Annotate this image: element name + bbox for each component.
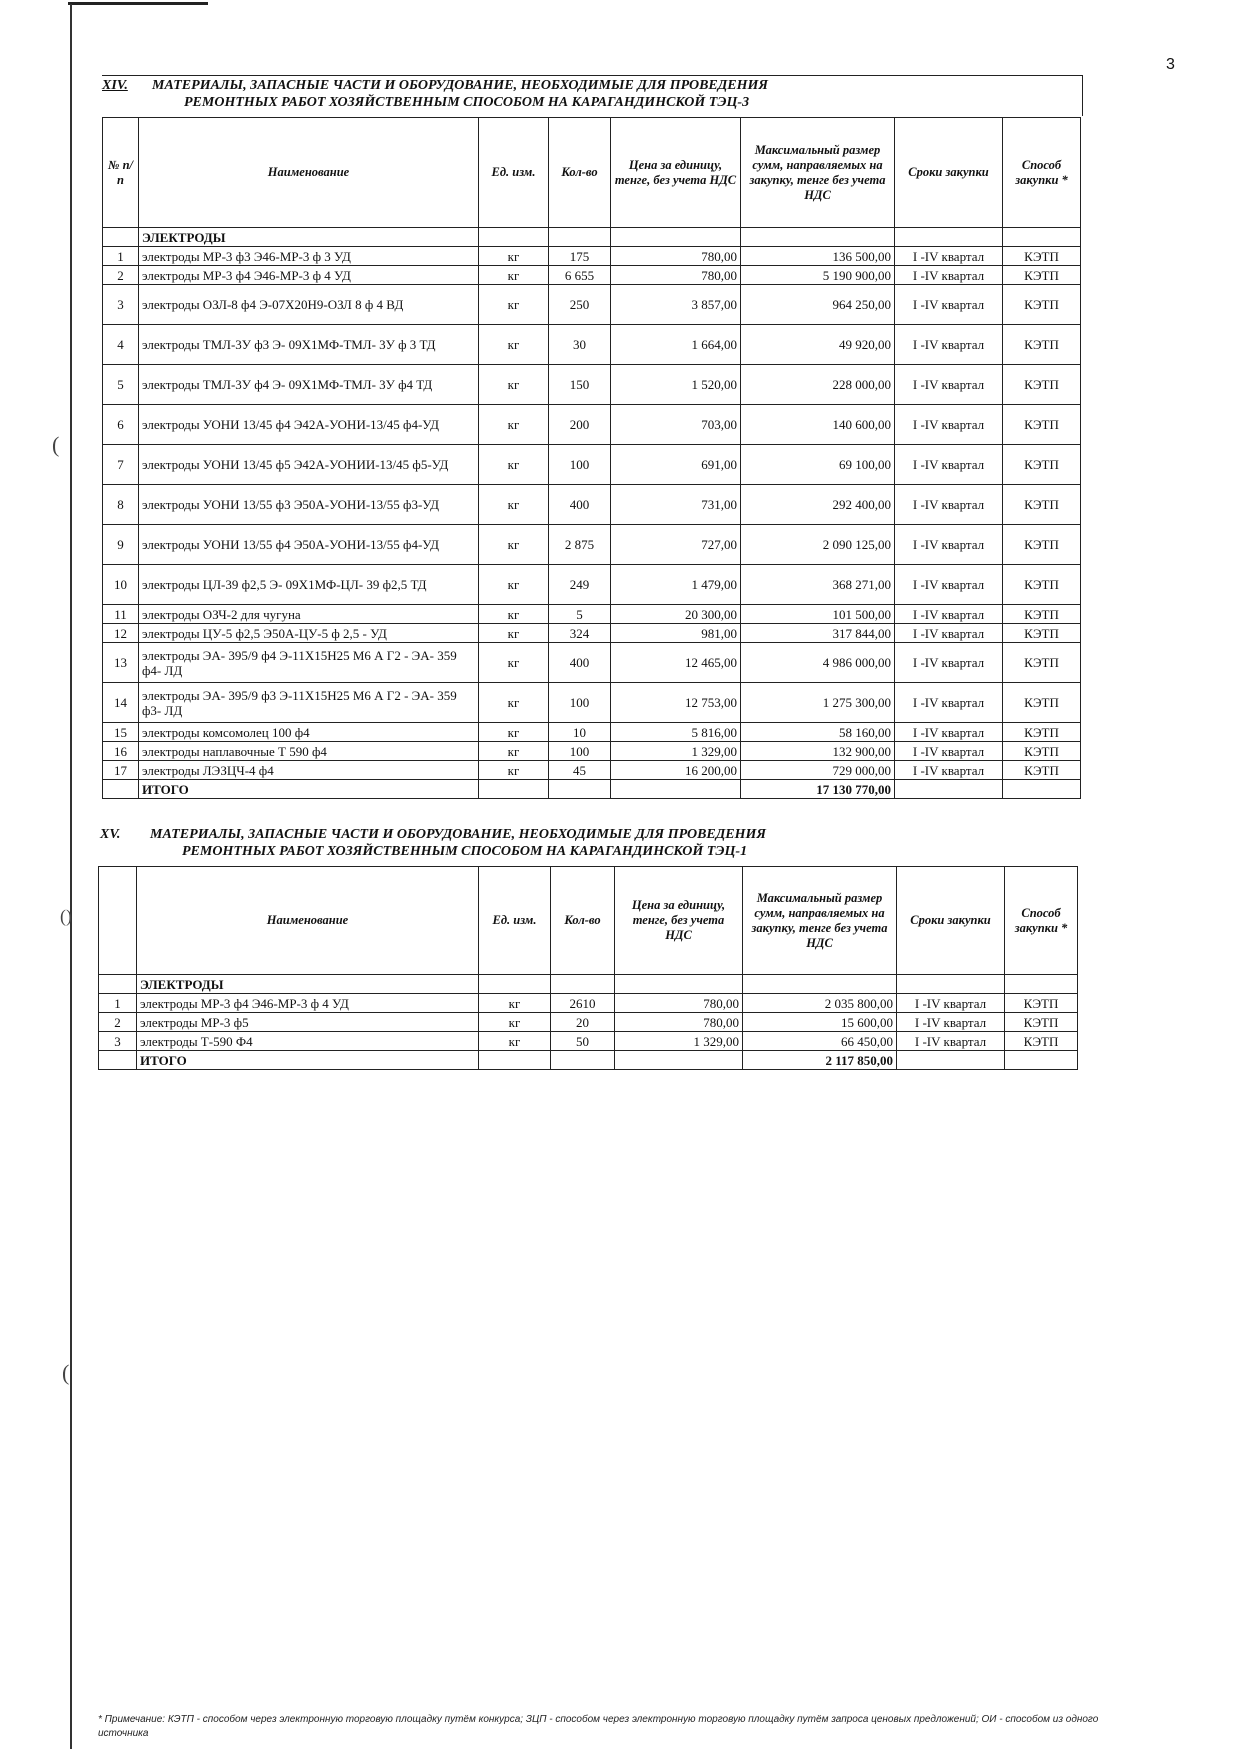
cell-unit: кг — [479, 285, 549, 325]
cell-period: I -IV квартал — [895, 266, 1003, 285]
col-header-price: Цена за единицу, тенге, без учета НДС — [611, 118, 741, 228]
empty-cell — [895, 780, 1003, 799]
cell-method: КЭТП — [1005, 994, 1078, 1013]
cell-unit: кг — [479, 1032, 551, 1051]
cell-unit: кг — [479, 365, 549, 405]
empty-cell — [611, 780, 741, 799]
cell-method: КЭТП — [1005, 1032, 1078, 1051]
col-header-unit: Ед. изм. — [479, 118, 549, 228]
cell-sum: 2 090 125,00 — [741, 525, 895, 565]
cell-name: электроды УОНИ 13/45 ф4 Э42А-УОНИ-13/45 ф4-УД — [139, 405, 479, 445]
table-row — [103, 405, 1081, 445]
table-row — [103, 445, 1081, 485]
table-row — [103, 624, 1081, 643]
cell-name: электроды ОЗЧ-2 для чугуна — [139, 605, 479, 624]
cell-price: 691,00 — [611, 445, 741, 485]
cell-method: КЭТП — [1003, 405, 1081, 445]
cell-num: 2 — [103, 266, 139, 285]
cell-price: 1 664,00 — [611, 325, 741, 365]
cell-method: КЭТП — [1003, 683, 1081, 723]
cell-num: 17 — [103, 761, 139, 780]
cell-sum: 4 986 000,00 — [741, 643, 895, 683]
cell-period: I -IV квартал — [895, 405, 1003, 445]
cell-name: электроды ЛЭЗЦЧ-4 ф4 — [139, 761, 479, 780]
cell-qty: 150 — [549, 365, 611, 405]
cell-unit: кг — [479, 405, 549, 445]
cell-qty: 50 — [551, 1032, 615, 1051]
cell-num: 1 — [103, 247, 139, 266]
cell-name: электроды МР-3 ф4 Э46-МР-3 ф 4 УД — [139, 266, 479, 285]
cell-sum: 2 035 800,00 — [743, 994, 897, 1013]
items-table-xiv — [102, 117, 1081, 799]
total-row — [99, 1051, 1078, 1070]
section-title-line2: РЕМОНТНЫХ РАБОТ ХОЗЯЙСТВЕННЫМ СПОСОБОМ НА КАРАГАНДИНСКОЙ ТЭЦ-3 — [184, 95, 750, 110]
cell-num: 1 — [99, 994, 137, 1013]
table-row — [103, 285, 1081, 325]
cell-price: 1 329,00 — [615, 1032, 743, 1051]
col-header-max-sum: Максимальный размер сумм, направляемых на закупку, тенге без учета НДС — [741, 118, 895, 228]
table-row — [103, 723, 1081, 742]
cell-sum: 101 500,00 — [741, 605, 895, 624]
cell-sum: 1 275 300,00 — [741, 683, 895, 723]
cell-period: I -IV квартал — [895, 445, 1003, 485]
empty-cell — [1005, 1051, 1078, 1070]
cell-method: КЭТП — [1003, 742, 1081, 761]
col-header-qty: Кол-во — [551, 867, 615, 975]
cell-qty: 324 — [549, 624, 611, 643]
cell-qty: 100 — [549, 445, 611, 485]
empty-cell — [549, 780, 611, 799]
cell-sum: 368 271,00 — [741, 565, 895, 605]
cell-method: КЭТП — [1003, 266, 1081, 285]
cell-num: 6 — [103, 405, 139, 445]
cell-sum: 140 600,00 — [741, 405, 895, 445]
empty-cell — [99, 1051, 137, 1070]
cell-qty: 45 — [549, 761, 611, 780]
cell-price: 981,00 — [611, 624, 741, 643]
category-label: ЭЛЕКТРОДЫ — [139, 228, 479, 247]
table-row — [103, 565, 1081, 605]
cell-num: 9 — [103, 525, 139, 565]
cell-price: 780,00 — [615, 994, 743, 1013]
cell-num: 13 — [103, 643, 139, 683]
empty-cell — [103, 780, 139, 799]
cell-unit: кг — [479, 525, 549, 565]
cell-sum: 49 920,00 — [741, 325, 895, 365]
cell-qty: 200 — [549, 405, 611, 445]
cell-sum: 317 844,00 — [741, 624, 895, 643]
cell-method: КЭТП — [1003, 643, 1081, 683]
cell-name: электроды ЦУ-5 ф2,5 Э50А-ЦУ-5 ф 2,5 - УД — [139, 624, 479, 643]
cell-price: 16 200,00 — [611, 761, 741, 780]
table-row — [103, 742, 1081, 761]
table-row — [103, 525, 1081, 565]
cell-unit: кг — [479, 325, 549, 365]
cell-unit: кг — [479, 485, 549, 525]
cell-price: 780,00 — [615, 1013, 743, 1032]
cell-num: 4 — [103, 325, 139, 365]
cell-num: 15 — [103, 723, 139, 742]
table-row — [99, 1032, 1078, 1051]
cell-period: I -IV квартал — [895, 605, 1003, 624]
table-row — [99, 1013, 1078, 1032]
col-header-period: Сроки закупки — [897, 867, 1005, 975]
col-header-name: Наименование — [137, 867, 479, 975]
total-row — [103, 780, 1081, 799]
cell-name: электроды наплавочные Т 590 ф4 — [139, 742, 479, 761]
cell-num: 10 — [103, 565, 139, 605]
cell-period: I -IV квартал — [895, 325, 1003, 365]
empty-cell — [1003, 780, 1081, 799]
cell-period: I -IV квартал — [895, 247, 1003, 266]
cell-sum: 964 250,00 — [741, 285, 895, 325]
cell-method: КЭТП — [1003, 325, 1081, 365]
cell-qty: 20 — [551, 1013, 615, 1032]
empty-cell — [479, 1051, 551, 1070]
cell-num: 11 — [103, 605, 139, 624]
cell-unit: кг — [479, 683, 549, 723]
cell-period: I -IV квартал — [895, 485, 1003, 525]
cell-unit: кг — [479, 994, 551, 1013]
cell-sum: 228 000,00 — [741, 365, 895, 405]
cell-unit: кг — [479, 742, 549, 761]
col-header-unit: Ед. изм. — [479, 867, 551, 975]
cell-price: 12 465,00 — [611, 643, 741, 683]
empty-cell — [615, 1051, 743, 1070]
cell-qty: 100 — [549, 683, 611, 723]
footnote: * Примечание: КЭТП - способом через электронную торговую площадку путём конкурса; ЗЦП - способом через электронную торговую площадку путём запроса ценовых предложений; ОИ - способом из одного источника — [98, 1714, 1099, 1739]
cell-price: 5 816,00 — [611, 723, 741, 742]
cell-method: КЭТП — [1003, 624, 1081, 643]
cell-method: КЭТП — [1003, 565, 1081, 605]
page-number: 3 — [1166, 56, 1175, 73]
cell-sum: 132 900,00 — [741, 742, 895, 761]
cell-name: электроды комсомолец 100 ф4 — [139, 723, 479, 742]
cell-num: 3 — [103, 285, 139, 325]
cell-unit: кг — [479, 1013, 551, 1032]
cell-method: КЭТП — [1003, 723, 1081, 742]
category-label: ЭЛЕКТРОДЫ — [137, 975, 479, 994]
total-label: ИТОГО — [137, 1051, 479, 1070]
total-label: ИТОГО — [139, 780, 479, 799]
cell-price: 727,00 — [611, 525, 741, 565]
cell-method: КЭТП — [1003, 761, 1081, 780]
cell-qty: 400 — [549, 643, 611, 683]
scan-mark: () — [60, 906, 72, 926]
cell-num: 8 — [103, 485, 139, 525]
cell-name: электроды Т-590 Ф4 — [137, 1032, 479, 1051]
cell-period: I -IV квартал — [895, 742, 1003, 761]
table-row — [103, 365, 1081, 405]
section-number: XIV. — [102, 78, 128, 93]
cell-name: электроды УОНИ 13/45 ф5 Э42А-УОНИИ-13/45 ф5-УД — [139, 445, 479, 485]
col-header-qty: Кол-во — [549, 118, 611, 228]
cell-num: 3 — [99, 1032, 137, 1051]
cell-num: 12 — [103, 624, 139, 643]
cell-sum: 66 450,00 — [743, 1032, 897, 1051]
cell-name: электроды УОНИ 13/55 ф3 Э50А-УОНИ-13/55 ф3-УД — [139, 485, 479, 525]
cell-qty: 30 — [549, 325, 611, 365]
cell-unit: кг — [479, 624, 549, 643]
col-header-num — [99, 867, 137, 975]
cell-num: 2 — [99, 1013, 137, 1032]
table-row — [99, 994, 1078, 1013]
section-title-line2: РЕМОНТНЫХ РАБОТ ХОЗЯЙСТВЕННЫМ СПОСОБОМ НА КАРАГАНДИНСКОЙ ТЭЦ-1 — [182, 844, 748, 859]
cell-period: I -IV квартал — [895, 525, 1003, 565]
cell-name: электроды ЭА- 395/9 ф4 Э-11Х15Н25 М6 А Г2 - ЭА- 359 ф4- ЛД — [139, 643, 479, 683]
col-header-method: Способ закупки * — [1003, 118, 1081, 228]
scan-mark: ( — [52, 432, 60, 457]
cell-name: электроды МР-3 ф3 Э46-МР-3 ф 3 УД — [139, 247, 479, 266]
cell-name: электроды ТМЛ-3У ф4 Э- 09Х1МФ-ТМЛ- 3У ф4 ТД — [139, 365, 479, 405]
table-row — [103, 247, 1081, 266]
empty-cell — [551, 1051, 615, 1070]
col-header-max-sum: Максимальный размер сумм, направляемых на закупку, тенге без учета НДС — [743, 867, 897, 975]
category-row — [99, 975, 1078, 994]
cell-method: КЭТП — [1003, 285, 1081, 325]
cell-period: I -IV квартал — [895, 723, 1003, 742]
cell-name: электроды ТМЛ-3У ф3 Э- 09Х1МФ-ТМЛ- 3У ф 3 ТД — [139, 325, 479, 365]
section-title-line1: МАТЕРИАЛЫ, ЗАПАСНЫЕ ЧАСТИ И ОБОРУДОВАНИЕ, НЕОБХОДИМЫЕ ДЛЯ ПРОВЕДЕНИЯ — [152, 78, 769, 93]
cell-method: КЭТП — [1003, 525, 1081, 565]
cell-period: I -IV квартал — [895, 285, 1003, 325]
section-heading-xv — [100, 826, 1080, 860]
cell-method: КЭТП — [1003, 445, 1081, 485]
cell-qty: 10 — [549, 723, 611, 742]
cell-period: I -IV квартал — [895, 683, 1003, 723]
scan-mark: ( — [62, 1360, 70, 1385]
cell-unit: кг — [479, 565, 549, 605]
cell-unit: кг — [479, 723, 549, 742]
section-title-line1: МАТЕРИАЛЫ, ЗАПАСНЫЕ ЧАСТИ И ОБОРУДОВАНИЕ, НЕОБХОДИМЫЕ ДЛЯ ПРОВЕДЕНИЯ — [150, 827, 767, 842]
cell-num: 16 — [103, 742, 139, 761]
col-header-period: Сроки закупки — [895, 118, 1003, 228]
cell-qty: 175 — [549, 247, 611, 266]
section-number: XV. — [100, 827, 121, 842]
empty-cell — [897, 1051, 1005, 1070]
cell-unit: кг — [479, 247, 549, 266]
cell-period: I -IV квартал — [897, 994, 1005, 1013]
category-row — [103, 228, 1081, 247]
cell-unit: кг — [479, 761, 549, 780]
cell-num: 5 — [103, 365, 139, 405]
col-header-num: № п/п — [103, 118, 139, 228]
table-row — [103, 605, 1081, 624]
cell-unit: кг — [479, 605, 549, 624]
cell-period: I -IV квартал — [895, 643, 1003, 683]
cell-unit: кг — [479, 266, 549, 285]
cell-qty: 2610 — [551, 994, 615, 1013]
col-header-name: Наименование — [139, 118, 479, 228]
cell-period: I -IV квартал — [897, 1032, 1005, 1051]
cell-price: 1 479,00 — [611, 565, 741, 605]
scan-edge-left — [70, 4, 72, 1749]
cell-name: электроды МР-3 ф4 Э46-МР-3 ф 4 УД — [137, 994, 479, 1013]
cell-sum: 5 190 900,00 — [741, 266, 895, 285]
cell-period: I -IV квартал — [895, 761, 1003, 780]
cell-name: электроды ЦЛ-39 ф2,5 Э- 09Х1МФ-ЦЛ- 39 ф2,5 ТД — [139, 565, 479, 605]
scan-edge-top — [68, 2, 208, 9]
cell-method: КЭТП — [1003, 247, 1081, 266]
cell-sum: 58 160,00 — [741, 723, 895, 742]
cell-num: 14 — [103, 683, 139, 723]
table-header-row — [103, 118, 1081, 228]
cell-sum: 292 400,00 — [741, 485, 895, 525]
table-row — [103, 761, 1081, 780]
cell-sum: 136 500,00 — [741, 247, 895, 266]
cell-price: 1 329,00 — [611, 742, 741, 761]
cell-period: I -IV квартал — [895, 365, 1003, 405]
table-header-row — [99, 867, 1078, 975]
table-row — [103, 683, 1081, 723]
cell-sum: 69 100,00 — [741, 445, 895, 485]
table-row — [103, 485, 1081, 525]
table-row — [103, 266, 1081, 285]
cell-name: электроды УОНИ 13/55 ф4 Э50А-УОНИ-13/55 ф4-УД — [139, 525, 479, 565]
total-sum: 17 130 770,00 — [741, 780, 895, 799]
cell-name: электроды ОЗЛ-8 ф4 Э-07Х20Н9-ОЗЛ 8 ф 4 ВД — [139, 285, 479, 325]
cell-unit: кг — [479, 643, 549, 683]
section-heading-xiv — [102, 77, 1082, 111]
col-header-price: Цена за единицу, тенге, без учета НДС — [615, 867, 743, 975]
cell-qty: 400 — [549, 485, 611, 525]
cell-price: 3 857,00 — [611, 285, 741, 325]
cell-method: КЭТП — [1003, 365, 1081, 405]
cell-qty: 6 655 — [549, 266, 611, 285]
cell-method: КЭТП — [1005, 1013, 1078, 1032]
cell-period: I -IV квартал — [895, 624, 1003, 643]
cell-qty: 249 — [549, 565, 611, 605]
cell-qty: 5 — [549, 605, 611, 624]
cell-price: 780,00 — [611, 247, 741, 266]
items-table-xv — [98, 866, 1078, 1070]
cell-num: 7 — [103, 445, 139, 485]
cell-price: 703,00 — [611, 405, 741, 445]
table-row — [103, 643, 1081, 683]
col-header-method: Способ закупки * — [1005, 867, 1078, 975]
total-sum: 2 117 850,00 — [743, 1051, 897, 1070]
cell-name: электроды МР-3 ф5 — [137, 1013, 479, 1032]
cell-price: 1 520,00 — [611, 365, 741, 405]
cell-unit: кг — [479, 445, 549, 485]
cell-price: 780,00 — [611, 266, 741, 285]
cell-qty: 100 — [549, 742, 611, 761]
cell-qty: 2 875 — [549, 525, 611, 565]
cell-qty: 250 — [549, 285, 611, 325]
cell-price: 731,00 — [611, 485, 741, 525]
cell-method: КЭТП — [1003, 605, 1081, 624]
cell-period: I -IV квартал — [897, 1013, 1005, 1032]
empty-cell — [479, 780, 549, 799]
cell-price: 20 300,00 — [611, 605, 741, 624]
cell-method: КЭТП — [1003, 485, 1081, 525]
cell-name: электроды ЭА- 395/9 ф3 Э-11Х15Н25 М6 А Г2 - ЭА- 359 ф3- ЛД — [139, 683, 479, 723]
cell-sum: 15 600,00 — [743, 1013, 897, 1032]
cell-price: 12 753,00 — [611, 683, 741, 723]
cell-sum: 729 000,00 — [741, 761, 895, 780]
table-row — [103, 325, 1081, 365]
cell-period: I -IV квартал — [895, 565, 1003, 605]
